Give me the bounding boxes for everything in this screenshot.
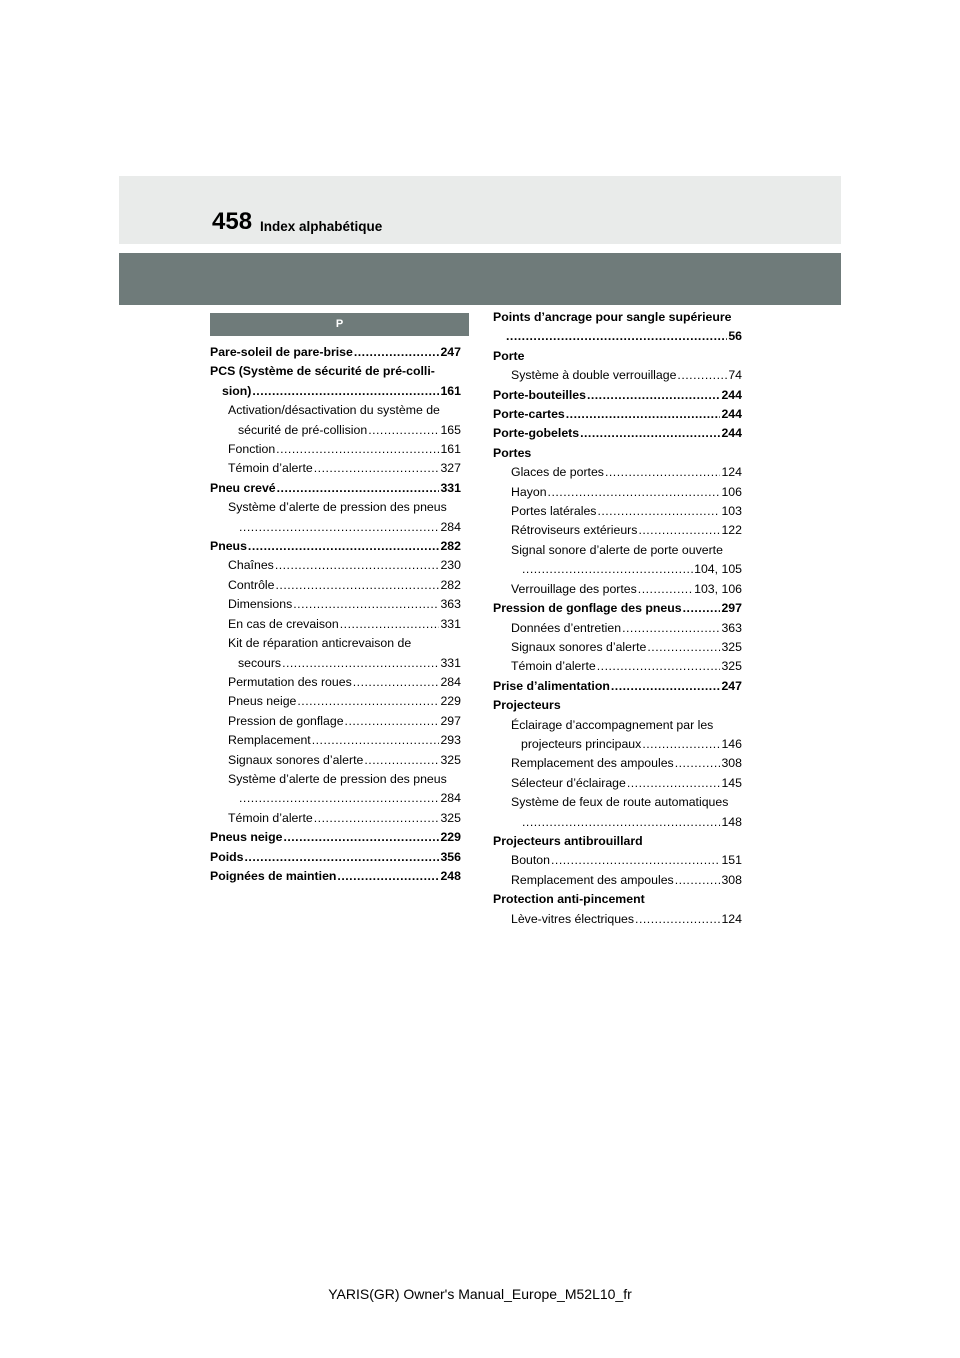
index-entry-page: 103, 106 xyxy=(694,581,742,596)
index-entry xyxy=(210,576,461,595)
index-entry-label: Lève-vitres électriques xyxy=(511,911,635,926)
index-entry xyxy=(210,809,461,828)
index-entry-page: 248 xyxy=(440,868,461,883)
index-entry-label: Pneus xyxy=(210,539,247,554)
index-entry xyxy=(493,774,742,793)
index-entry xyxy=(493,871,742,890)
index-entry-page: 148 xyxy=(721,814,742,829)
index-entry-page: 145 xyxy=(721,775,742,790)
index-entry-page: 103 xyxy=(721,504,742,519)
dot-leader xyxy=(551,851,720,870)
index-entry-label: Signaux sonores d’alerte xyxy=(228,752,364,767)
index-entry xyxy=(210,712,461,731)
index-entry xyxy=(210,382,461,401)
index-entry-page: 325 xyxy=(440,810,461,825)
dot-leader xyxy=(675,871,721,890)
index-entry-page: 363 xyxy=(440,597,461,612)
index-entry xyxy=(493,366,742,385)
index-entry xyxy=(210,615,461,634)
index-entry xyxy=(210,654,461,673)
index-entry-label: secours xyxy=(238,655,282,670)
dot-leader xyxy=(647,638,720,657)
dot-leader xyxy=(627,774,721,793)
index-entry-page: 308 xyxy=(721,872,742,887)
index-column-right xyxy=(493,308,742,929)
dot-leader xyxy=(635,910,720,929)
dot-leader xyxy=(275,576,439,595)
index-entry-label: Rétroviseurs extérieurs xyxy=(511,523,638,538)
index-heading: Signal sonore d’alerte de porte ouverte xyxy=(511,542,723,557)
index-entry xyxy=(493,386,742,405)
index-entry-label: Pression de gonflage xyxy=(228,713,344,728)
index-entry-label: Chaînes xyxy=(228,558,274,573)
index-entry-label: Sélecteur d’éclairage xyxy=(511,775,626,790)
index-entry-label: Système à double verrouillage xyxy=(511,368,677,383)
index-entry-page: 104, 105 xyxy=(694,562,742,577)
index-entry-page: 165 xyxy=(440,422,461,437)
index-entry xyxy=(493,813,742,832)
index-entry-page: 244 xyxy=(721,407,742,422)
dot-leader xyxy=(282,654,439,673)
index-entry-page: 331 xyxy=(440,655,461,670)
index-entry-label: Remplacement des ampoules xyxy=(511,756,674,771)
index-entry-label: Données d’entretien xyxy=(511,620,622,635)
index-heading: Éclairage d’accompagnement par les xyxy=(511,717,714,732)
index-entry-page: 247 xyxy=(440,345,461,359)
dot-leader xyxy=(638,521,720,540)
index-entry xyxy=(493,327,742,346)
page-number: 458 xyxy=(212,208,253,235)
index-entry-label: Témoin d’alerte xyxy=(511,659,596,674)
dot-leader xyxy=(275,556,440,575)
dot-leader xyxy=(683,599,721,618)
index-entry-label: Bouton xyxy=(511,853,550,868)
index-entry-page: 327 xyxy=(440,461,461,476)
section-letter-tab: P xyxy=(210,313,469,336)
index-entry-page: 297 xyxy=(721,601,742,616)
index-entry-label: Verrouillage des portes xyxy=(511,581,637,596)
index-entry-label: Porte-bouteilles xyxy=(493,387,586,402)
index-entry-label: Permutation des roues xyxy=(228,674,352,689)
dot-leader xyxy=(622,619,720,638)
index-entry-label: Poids xyxy=(210,849,244,864)
dot-leader xyxy=(353,673,440,692)
index-entry-page: 106 xyxy=(721,484,742,499)
index-entry-label: En cas de crevaison xyxy=(228,616,339,631)
index-entry-label: Remplacement des ampoules xyxy=(511,872,674,887)
index-entry-label: Remplacement xyxy=(228,733,311,748)
index-heading: Porte xyxy=(493,348,525,363)
dot-leader xyxy=(587,386,721,405)
index-entry xyxy=(493,735,742,754)
index-heading: Points d’ancrage pour sangle supérieure xyxy=(493,310,732,324)
dot-leader xyxy=(364,751,439,770)
index-entry xyxy=(493,560,742,579)
dot-leader xyxy=(277,479,440,498)
index-entry-page: 363 xyxy=(721,620,742,635)
index-entry-page: 247 xyxy=(721,678,742,693)
index-entry-page: 122 xyxy=(721,523,742,538)
dot-leader xyxy=(522,560,693,579)
dot-leader xyxy=(314,809,440,828)
index-entry-label: Porte-cartes xyxy=(493,407,565,422)
index-entry-page: 56 xyxy=(728,329,742,344)
index-entry xyxy=(493,424,742,443)
dot-leader xyxy=(345,712,440,731)
dot-leader xyxy=(522,813,720,832)
index-entry-page: 161 xyxy=(440,383,461,398)
index-entry-page: 325 xyxy=(721,659,742,674)
dot-leader xyxy=(580,424,720,443)
index-entry-page: 308 xyxy=(721,756,742,771)
index-entry-label: Signaux sonores d’alerte xyxy=(511,639,647,654)
index-entry xyxy=(493,463,742,482)
dot-leader xyxy=(283,828,439,847)
index-entry-page: 331 xyxy=(440,616,461,631)
footer-document-id: YARIS(GR) Owner's Manual_Europe_M52L10_fr xyxy=(328,1286,632,1302)
index-entry-page: 74 xyxy=(728,368,742,383)
index-entry xyxy=(210,692,461,711)
dot-leader xyxy=(297,692,439,711)
index-entry xyxy=(493,638,742,657)
index-entry xyxy=(210,867,461,886)
index-heading: Kit de réparation anticrevaison de xyxy=(228,636,412,651)
index-entry-label: Contrôle xyxy=(228,577,275,592)
index-entry-label: Pneus neige xyxy=(210,830,283,845)
index-entry xyxy=(493,754,742,773)
index-entry xyxy=(210,848,461,867)
index-entry-page: 282 xyxy=(440,577,461,592)
index-entry-page: 331 xyxy=(440,480,461,495)
index-entry-page: 244 xyxy=(721,387,742,402)
index-entry-page: 284 xyxy=(440,519,461,534)
index-entry xyxy=(210,518,461,537)
index-entry xyxy=(210,731,461,750)
index-entry-page: 151 xyxy=(721,853,742,868)
index-heading: Activation/désactivation du système de xyxy=(228,403,440,418)
index-entry xyxy=(493,580,742,599)
index-entry-label: sécurité de pré-collision xyxy=(238,422,368,437)
dot-leader xyxy=(312,731,440,750)
index-entry xyxy=(493,910,742,929)
index-entry-label: Prise d’alimentation xyxy=(493,678,610,693)
index-entry-label: Pare-soleil de pare-brise xyxy=(210,345,353,359)
index-entry xyxy=(210,537,461,556)
index-entry-page: 244 xyxy=(721,426,742,441)
dot-leader xyxy=(642,735,720,754)
index-heading: Projecteurs antibrouillard xyxy=(493,833,643,848)
dot-leader xyxy=(548,483,721,502)
index-entry-page: 293 xyxy=(440,733,461,748)
index-entry xyxy=(493,405,742,424)
index-entry-label: Dimensions xyxy=(228,597,293,612)
index-entry xyxy=(210,343,461,362)
index-heading: Projecteurs xyxy=(493,698,561,713)
index-entry xyxy=(493,657,742,676)
index-entry xyxy=(210,556,461,575)
index-entry xyxy=(210,440,461,459)
index-entry xyxy=(493,851,742,870)
index-entry xyxy=(210,459,461,478)
index-entry-label: Glaces de portes xyxy=(511,465,604,480)
index-heading: Système d’alerte de pression des pneus xyxy=(228,500,447,515)
dot-leader xyxy=(605,463,721,482)
dot-leader xyxy=(244,848,439,867)
index-entry xyxy=(493,599,742,618)
index-entry-page: 124 xyxy=(721,465,742,480)
index-entry-page: 230 xyxy=(440,558,461,573)
index-entry-label: Fonction xyxy=(228,442,276,457)
dot-leader xyxy=(239,789,439,808)
index-entry-page: 161 xyxy=(440,442,461,457)
index-heading: Protection anti-pincement xyxy=(493,892,645,907)
dot-leader xyxy=(314,459,440,478)
dot-leader xyxy=(677,366,727,385)
index-entry-label: sion) xyxy=(222,383,252,398)
index-heading: Portes xyxy=(493,445,532,460)
index-entry xyxy=(210,421,461,440)
dot-leader xyxy=(337,867,439,886)
index-entry-page: 297 xyxy=(440,713,461,728)
chapter-band xyxy=(119,253,841,305)
page-title: Index alphabétique xyxy=(260,219,383,234)
index-entry xyxy=(210,828,461,847)
index-entry-label: Hayon xyxy=(511,484,547,499)
index-entry-page: 325 xyxy=(721,639,742,654)
index-entry-page: 325 xyxy=(440,752,461,767)
index-entry-page: 146 xyxy=(721,736,742,751)
dot-leader xyxy=(638,580,693,599)
index-column-left xyxy=(210,343,461,886)
index-entry xyxy=(493,483,742,502)
index-heading: Système de feux de route automatiques xyxy=(511,795,729,810)
dot-leader xyxy=(566,405,721,424)
index-entry xyxy=(493,619,742,638)
dot-leader xyxy=(675,754,721,773)
dot-leader xyxy=(276,440,439,459)
dot-leader xyxy=(248,537,440,556)
index-entry-label: Portes latérales xyxy=(511,504,597,519)
dot-leader xyxy=(506,327,727,346)
dot-leader xyxy=(252,382,439,401)
dot-leader xyxy=(597,502,720,521)
index-entry xyxy=(493,521,742,540)
dot-leader xyxy=(239,518,439,537)
dot-leader xyxy=(293,595,439,614)
index-entry xyxy=(210,673,461,692)
index-heading: Système d’alerte de pression des pneus xyxy=(228,771,447,786)
dot-leader xyxy=(611,677,721,696)
index-entry xyxy=(210,789,461,808)
index-entry-label: Pression de gonflage des pneus xyxy=(493,601,682,616)
index-entry xyxy=(493,677,742,696)
index-entry-page: 282 xyxy=(440,539,461,554)
index-entry xyxy=(493,502,742,521)
dot-leader xyxy=(597,657,721,676)
index-entry-page: 356 xyxy=(440,849,461,864)
index-entry-page: 229 xyxy=(440,694,461,709)
index-entry xyxy=(210,595,461,614)
index-heading: PCS (Système de sécurité de pré-colli- xyxy=(210,364,435,379)
index-entry-page: 284 xyxy=(440,674,461,689)
index-entry-label: Pneu crevé xyxy=(210,480,276,495)
dot-leader xyxy=(354,343,440,362)
index-entry-page: 124 xyxy=(721,911,742,926)
index-entry-label: Témoin d’alerte xyxy=(228,810,313,825)
index-entry-label: Porte-gobelets xyxy=(493,426,580,441)
index-entry-label: Poignées de maintien xyxy=(210,868,337,883)
dot-leader xyxy=(340,615,440,634)
index-entry-label: projecteurs principaux xyxy=(521,736,642,751)
index-entry-label: Témoin d’alerte xyxy=(228,461,313,476)
index-entry xyxy=(210,479,461,498)
index-entry-label: Pneus neige xyxy=(228,694,297,709)
dot-leader xyxy=(368,421,439,440)
index-entry-page: 284 xyxy=(440,791,461,806)
index-entry xyxy=(210,751,461,770)
index-entry-page: 229 xyxy=(440,830,461,845)
